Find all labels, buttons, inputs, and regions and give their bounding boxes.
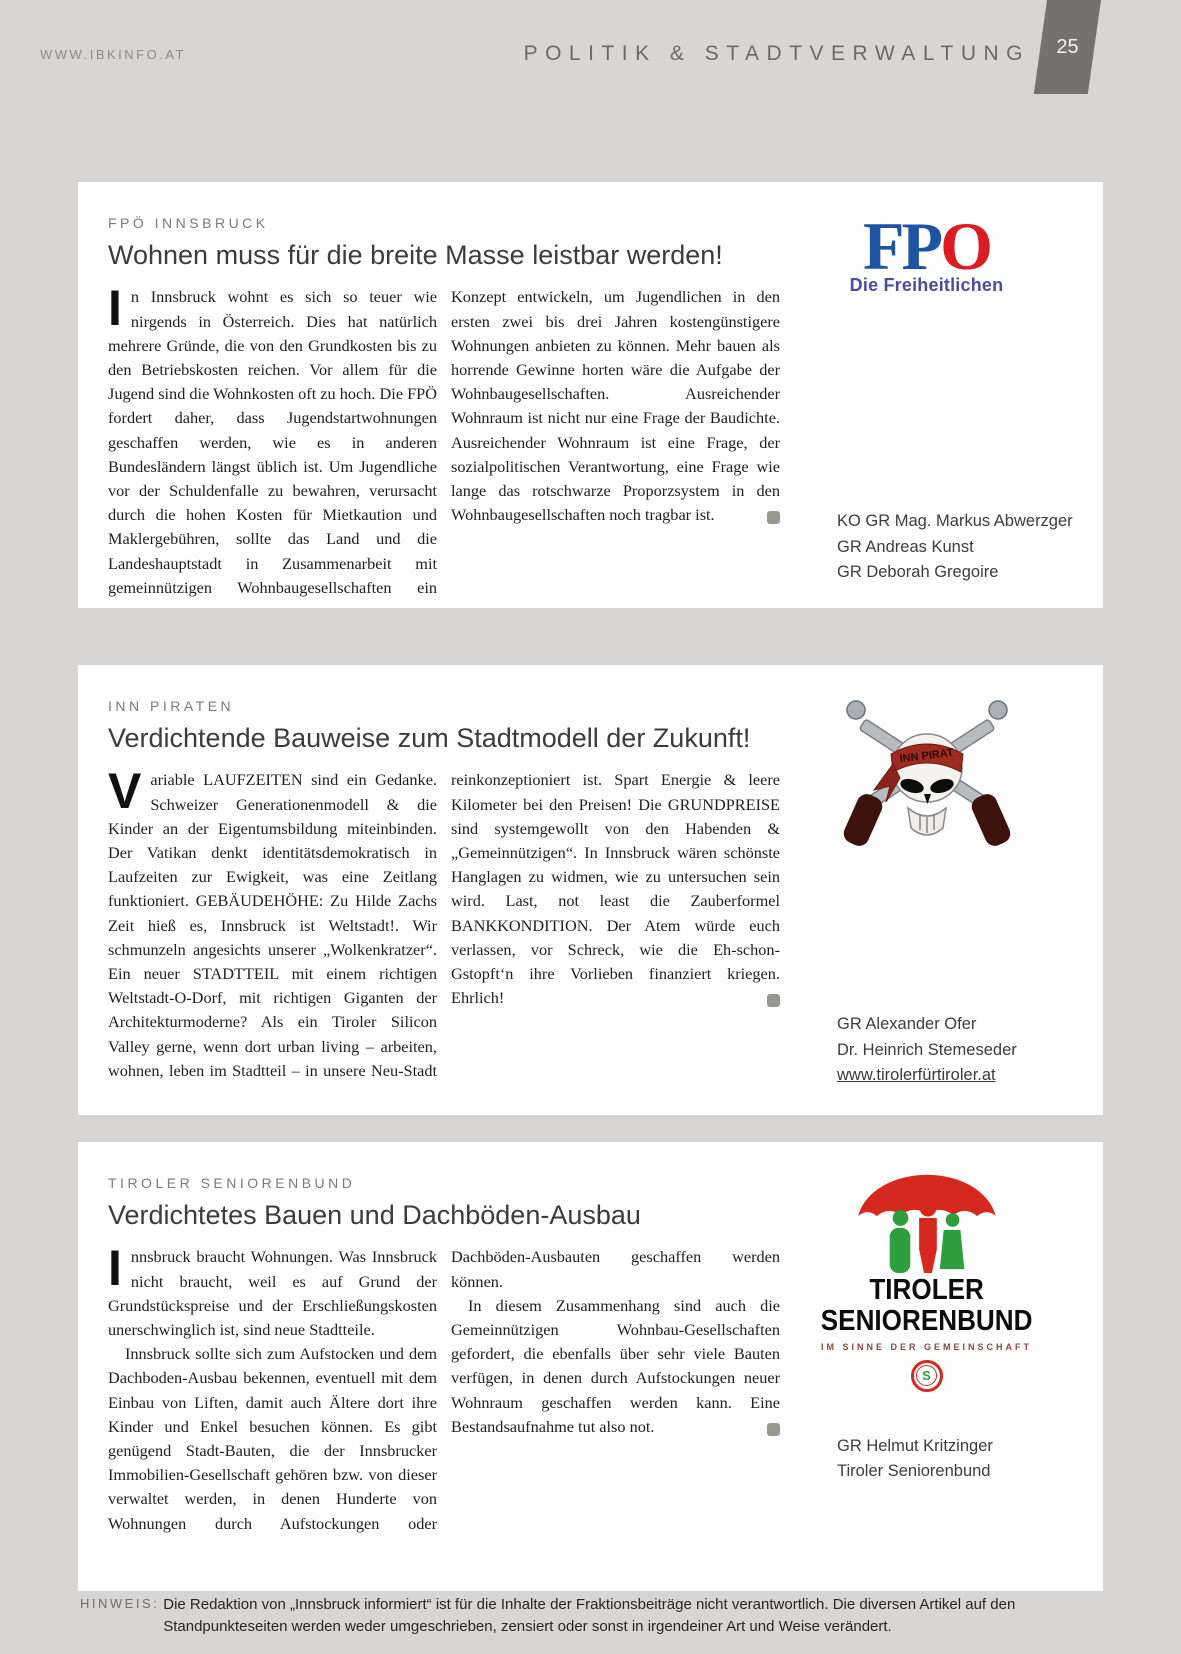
website-url: WWW.IBKINFO.AT bbox=[40, 47, 186, 62]
article-body bbox=[108, 1240, 780, 1575]
seniorenbund-wordmark-line2: SENIORENBUND bbox=[820, 1305, 1033, 1338]
tiroler-seniorenbund-logo bbox=[809, 1165, 1044, 1392]
bandana-text: INN PIRAT bbox=[898, 746, 954, 766]
credit-line: Tiroler Seniorenbund bbox=[837, 1462, 991, 1481]
article-paragraph: ariable LAUFZEITEN sind ein Gedanke. Schweizer Generationenmodell & die Kinder an der Eigentumsbildung miteinbinden. Der Vatikan denkt identitätsdemokratisch in Laufzeiten zur Ewigkeit, was eine Zeitlang funktioniert. GEBÄUDEHÖHE: Zu Hilde Zachs Zeit hieß es, Innsbruck ist Weltstadt!. Wir schmunzeln angesichts unserer „Wolkenkratzer“. Ein neuer STADTTEIL mit einem richtigen Weltstadt-O-Dorf, mit richtigen Giganten der Architekturmoderne? Als ein Tiroler Silicon Valley gerne, wenn dort urban living – arbeiten, wohnen, leben im Stadtteil – in unsere Neu-Stadt reinkonzeptioniert ist. Spart Energie & leere Kilometer bei den Preisen! Die GRUNDPREISE sind systemgewollt von den Habenden & „Gemeinnützigen“. In Innsbruck wären schönste Hanglagen zu widmen, wie zu untersuchen sein wird. Last, not least die Zauberformel BANKKONDITION. Der Atem würde euch verlassen, vor Schreck, wie die Eh-schon-Gstopft‘n ihre Vorlieben finanziert kriegen. Ehrlich! bbox=[108, 770, 780, 1080]
article-card-fpo bbox=[78, 182, 1103, 608]
article-end-mark bbox=[767, 1423, 780, 1436]
seniorenbund-emblem-letter: S bbox=[916, 1365, 937, 1386]
footer-disclaimer bbox=[80, 1594, 1110, 1638]
cannonball-icon bbox=[847, 701, 865, 719]
seniorenbund-emblem-icon bbox=[911, 1360, 943, 1392]
credit-line: Dr. Heinrich Stemeseder bbox=[837, 1040, 1017, 1059]
article-title: Wohnen muss für die breite Masse leistbar werden! bbox=[108, 240, 723, 270]
seniorenbund-tagline: IM SINNE DER GEMEINSCHAFT bbox=[820, 1341, 1032, 1352]
seniorenbund-wordmark-line1: TIROLER bbox=[869, 1274, 984, 1306]
article-paragraph: nnsbruck braucht Wohnungen. Was Innsbruck nicht braucht, weil es auf Grund der Grundstückspreise und der Erschließungskosten unerschwinglich ist, sind neue Stadtteile. bbox=[108, 1247, 437, 1339]
drop-cap: V bbox=[108, 763, 142, 820]
article-end-mark bbox=[767, 511, 780, 524]
article-paragraph: In diesem Zusammenhang sind auch die Gemeinnützigen Wohnbau-Gesellschaften gefordert, die ebenfalls über sehr viele Bauten verfügen, in denen durch Aufstockungen neuer Wohnraum geschaffen werden kann. Eine Bestandsaufnahme tut also not. bbox=[451, 1295, 780, 1436]
skull-icon bbox=[874, 734, 963, 835]
article-title: Verdichtetes Bauen und Dachböden-Ausbau bbox=[108, 1200, 641, 1230]
page-number: 25 bbox=[1056, 35, 1079, 58]
credit-line: GR Helmut Kritzinger bbox=[837, 1436, 993, 1455]
credit-line: GR Andreas Kunst bbox=[837, 537, 974, 556]
article-title: Verdichtende Bauweise zum Stadtmodell der Zukunft! bbox=[108, 723, 751, 753]
footer-label: HINWEIS: bbox=[80, 1596, 160, 1611]
drop-cap: I bbox=[108, 1240, 122, 1297]
article-card-seniorenbund bbox=[78, 1142, 1103, 1591]
section-title: POLITIK & STADTVERWALTUNG bbox=[523, 42, 1030, 65]
article-credits bbox=[837, 509, 1073, 586]
article-paragraph: n Innsbruck wohnt es sich so teuer wie nirgends in Österreich. Dies hat natürlich mehrere Gründe, die von den Grundkosten bis zu den Betriebskosten reichen. Vor allem für die Jugend sind die Wohnkosten oft zu hoch. Die FPÖ fordert daher, dass Jugendstartwohnungen geschaffen werden, wie es in anderen Bundesländern längst üblich ist. Um Jugendliche vor der Schuldenfalle zu bewahren, verursacht durch die hohen Kosten für Mietkaution und Maklergebühren, sollte das Land und die Landeshauptstadt in Zusammenarbeit mit gemeinnützigen Wohnbaugesellschaften ein Konzept entwickeln, um Jugendlichen in den ersten zwei bis drei Jahren kostengünstigere Wohnungen anbieten zu können. Mehr bauen als horrende Gewinne horten wäre die Aufgabe der Wohnbaugesellschaften. Ausreichender Wohnraum ist nicht nur eine Frage der Baudichte. Ausreichender Wohnraum ist eine Frage, der sozialpolitischen Verantwortung, eine Frage wie lange das rotschwarze Proporzsystem in den Wohnbaugesellschaften noch tragbar ist. bbox=[108, 287, 780, 597]
article-kicker: FPÖ INNSBRUCK bbox=[108, 215, 269, 231]
article-kicker: TIROLER SENIORENBUND bbox=[108, 1175, 356, 1191]
article-body bbox=[108, 280, 780, 615]
credit-line: GR Deborah Gregoire bbox=[837, 563, 999, 582]
article-credits bbox=[837, 1434, 993, 1485]
fpo-logo-subtitle: Die Freiheitlichen bbox=[849, 275, 1004, 295]
article-kicker: INN PIRATEN bbox=[108, 698, 235, 714]
article-credits bbox=[837, 1012, 1017, 1089]
drop-cap: I bbox=[108, 280, 122, 337]
page-number-tab bbox=[1034, 0, 1101, 94]
credit-line: GR Alexander Ofer bbox=[837, 1015, 977, 1034]
article-body bbox=[108, 763, 780, 1098]
cannonball-icon bbox=[989, 701, 1007, 719]
article-paragraph: Innsbruck sollte sich zum Aufstocken und dem Dachboden-Ausbau bekennen, eventuell mit dem Einbau von Liften, damit auch Ältere dort ihre Kinder und Enkel besuchen können. Es gibt genügend Stadt-Bauten, die der Innsbrucker Immobilien-Gesellschaft gehören bzw. von dieser verwaltet werden, in denen Hunderte von Wohnungen durch Aufstockungen oder Dachböden-Ausbauten geschaffen werden können. bbox=[108, 1247, 780, 1533]
fpo-logo-text-red: O bbox=[940, 208, 990, 284]
inn-piraten-website-link[interactable]: www.tirolerfürtiroler.at bbox=[837, 1066, 996, 1085]
article-card-inn-piraten bbox=[78, 665, 1103, 1115]
article-end-mark bbox=[767, 994, 780, 1007]
fpo-logo-text-blue: FP bbox=[863, 208, 941, 284]
credit-line: KO GR Mag. Markus Abwerzger bbox=[837, 512, 1073, 531]
umbrella-figures-icon bbox=[832, 1165, 1022, 1275]
inn-piraten-skull-logo bbox=[832, 690, 1022, 867]
footer-text: Die Redaktion von „Innsbruck informiert“ ist für die Inhalte der Fraktionsbeiträge nicht verantwortlich. Die diversen Artikel auf den Standpunkteseiten werden weder umgeschrieben, zensiert oder sonst in irgendeiner Art und Weise verändert. bbox=[163, 1596, 1016, 1636]
fpo-logo bbox=[849, 208, 1004, 296]
